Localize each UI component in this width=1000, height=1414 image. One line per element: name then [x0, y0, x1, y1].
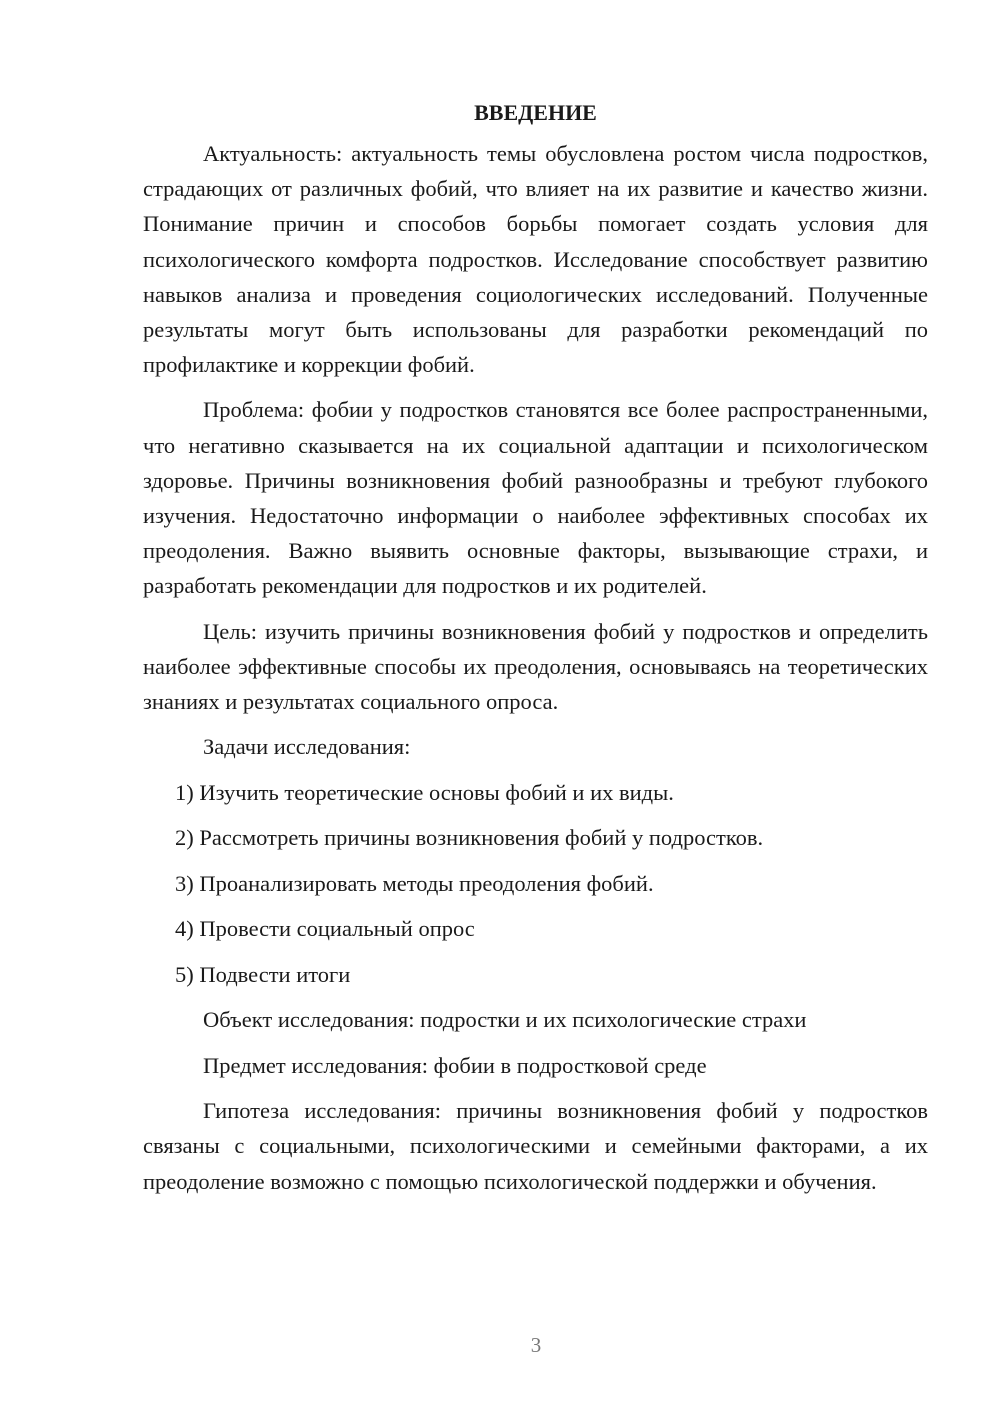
- task-item: 3) Проанализировать методы преодоления фобий.: [175, 870, 654, 896]
- paragraph-relevance: Актуальность: актуальность темы обусловлена ростом числа подростков, страдающих от различных фобий, что влияет на их развитие и качество жизни. Понимание причин и способов борьбы помогает создать условия для психологического комфорта подростков. Исследование способствует развитию навыков анализа и проведения социологических исследований. Полученные результаты могут быть использованы для разработки рекомендаций по профилактике и коррекции фобий.: [143, 141, 928, 378]
- task-item: 4) Провести социальный опрос: [175, 916, 475, 942]
- research-object: Объект исследования: подростки и их психологические страхи: [203, 1007, 807, 1033]
- page-number: 3: [530, 1333, 542, 1357]
- paragraph-goal: Цель: изучить причины возникновения фобий у подростков и определить наиболее эффективные способы их преодоления, основываясь на теоретических знаниях и результатах социального опроса.: [143, 618, 928, 715]
- tasks-list: [143, 775, 928, 992]
- page-title: ВВЕДЕНИЕ: [474, 100, 597, 125]
- page-content: [143, 95, 928, 1209]
- paragraph-hypothesis: Гипотеза исследования: причины возникновения фобий у подростков связаны с социальными, психологическими и семейными факторами, а их преодоление возможно с помощью психологической поддержки и обучения.: [143, 1098, 928, 1194]
- paragraph-problem: Проблема: фобии у подростков становятся все более распространенными, что негативно сказывается на их социальной адаптации и психологическом здоровье. Причины возникновения фобий разнообразны и требуют глубокого изучения. Недостаточно информации о наиболее эффективных способах их преодоления. Важно выявить основные факторы, вызывающие страхи, и разработать рекомендации для подростков и их родителей.: [143, 397, 928, 599]
- task-item: 5) Подвести итоги: [175, 961, 351, 987]
- tasks-heading: Задачи исследования:: [203, 734, 411, 760]
- task-item: 1) Изучить теоретические основы фобий и их виды.: [175, 779, 674, 805]
- task-item: 2) Рассмотреть причины возникновения фобий у подростков.: [175, 825, 764, 851]
- research-subject: Предмет исследования: фобии в подростковой среде: [203, 1052, 707, 1078]
